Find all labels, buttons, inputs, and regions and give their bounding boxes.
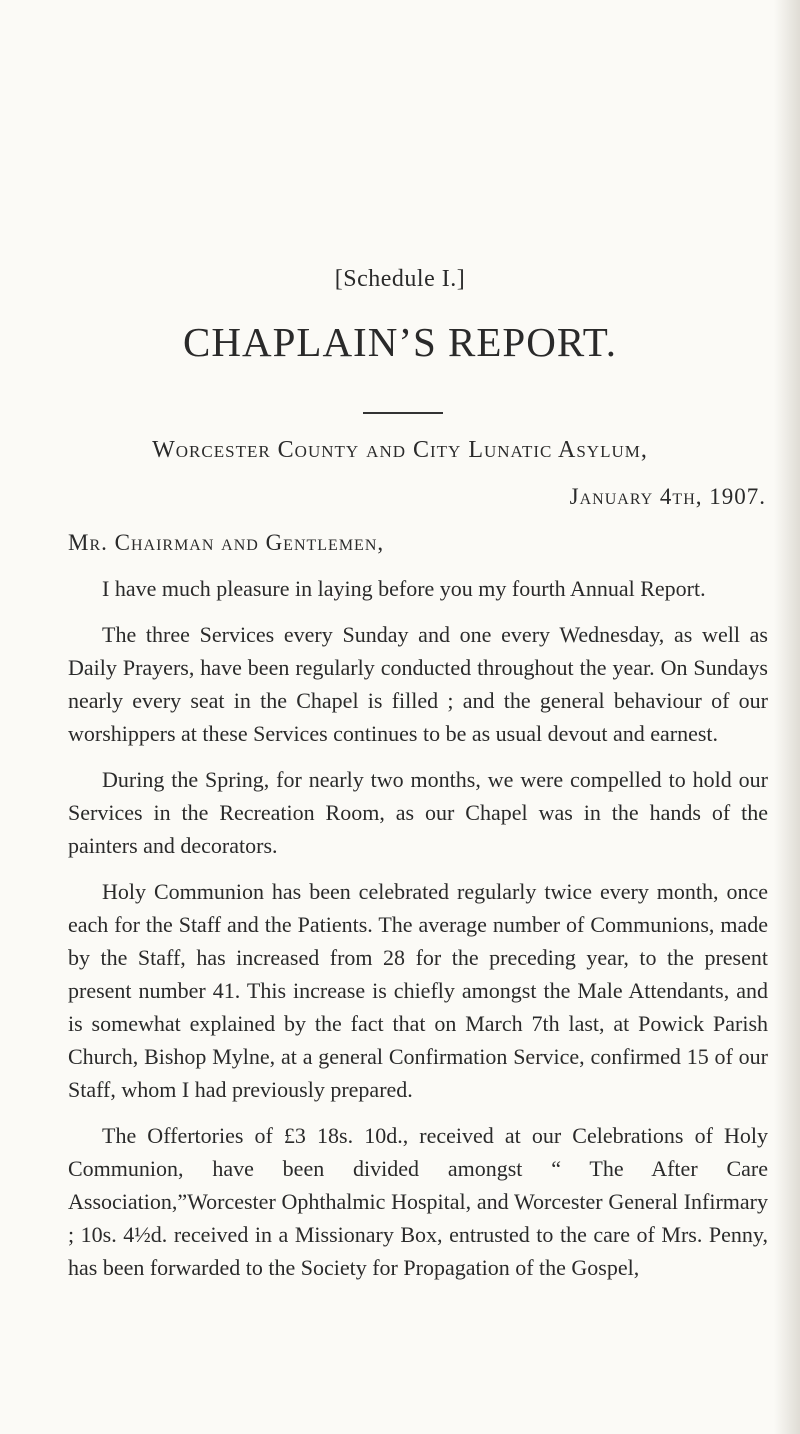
page-edge-shadow: [774, 0, 800, 1434]
institution-name: Worcester County and City Lunatic Asylum,: [152, 437, 648, 463]
salutation: Mr. Chairman and Gentlemen,: [68, 530, 385, 555]
page-title: CHAPLAIN’S REPORT.: [183, 319, 617, 365]
paragraph: The Offertories of £3 18s. 10d., received at our Celebrations of Holy Communion, have been divided amongst “ The After Care Association,”Worcester Ophthalmic Hospital, and Worcester General Infirmary ; 10s. 4½d. received in a Missionary Box, entrusted to the care of Mrs. Penny, has been forwarded to the Society for Propagation of the Gospel,: [68, 1123, 768, 1280]
paragraph: During the Spring, for nearly two months, we were compelled to hold our Services in the Recreation Room, as our Chapel was in the hands of the painters and decorators.: [68, 767, 768, 858]
schedule-label: [Schedule I.]: [334, 266, 466, 292]
paragraph: Holy Communion has been celebrated regularly twice every month, once each for the Staff and the Patients. The average number of Communions, made by the Staff, has increased from 28 for the preceding year, to the present present number 41. This increase is chiefly amongst the Male Attendants, and is somewhat explained by the fact that on March 7th last, at Powick Parish Church, Bishop Mylne, at a general Confirmation Service, confirmed 15 of our Staff, whom I had previously prepared.: [68, 879, 768, 1102]
paragraph: The three Services every Sunday and one every Wednesday, as well as Daily Prayers, have been regularly conducted throughout the year. On Sundays nearly every seat in the Chapel is filled ; and the general behaviour of our worshippers at these Services continues to be as usual devout and earnest.: [68, 622, 768, 746]
title-divider: [363, 412, 443, 414]
report-date: January 4th, 1907.: [569, 484, 766, 509]
report-body: [68, 572, 768, 1297]
paragraph: I have much pleasure in laying before you my fourth Annual Report.: [102, 576, 706, 601]
